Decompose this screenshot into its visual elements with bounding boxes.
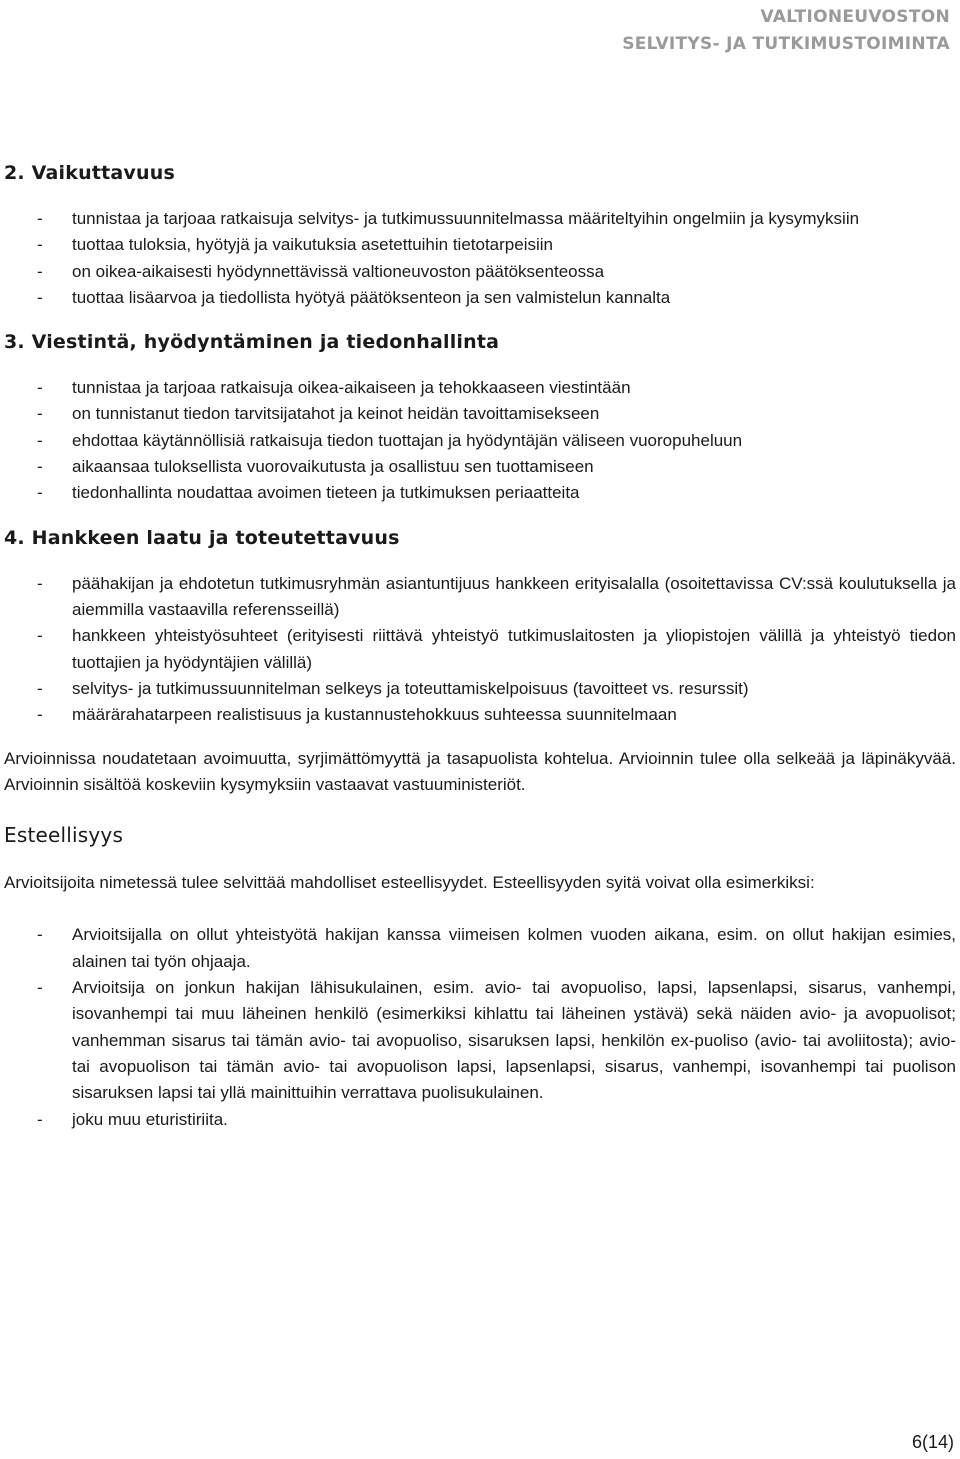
page-number: 6(14) xyxy=(911,1432,954,1452)
list-item: - tuottaa tuloksia, hyötyjä ja vaikutuksia asetettuihin tietotarpeisiin xyxy=(4,232,956,258)
esteellisyys-intro: Arvioitsijoita nimetessä tulee selvittää mahdolliset esteellisyydet. Esteellisyyden syitä voivat olla esimerkiksi: xyxy=(4,873,815,893)
document-body xyxy=(4,160,956,1133)
list-item: - tiedonhallinta noudattaa avoimen tieteen ja tutkimuksen periaatteita xyxy=(4,480,956,506)
header-line-1: VALTIONEUVOSTON xyxy=(760,7,950,27)
list-item: - määrärahatarpeen realistisuus ja kustannustehokkuus suhteessa suunnitelmaan xyxy=(4,702,956,728)
list-item: - hankkeen yhteistyösuhteet (erityisesti riittävä yhteistyö tutkimuslaitosten ja yliopistojen välillä ja yhteistyö tiedon tuottajien ja hyödyntäjien välillä) xyxy=(4,623,956,676)
esteellisyys-title: Esteellisyys xyxy=(4,823,124,848)
assessment-paragraph: Arvioinnissa noudatetaan avoimuutta, syrjimättömyyttä ja tasapuolista kohtelua. Arvioinnin tulee olla selkeää ja läpinäkyvää. Arvioinnin sisältöä koskeviin kysymyksiin vastaavat vastuuministeriöt. xyxy=(4,749,956,795)
list-item: - aikaansaa tuloksellista vuorovaikutusta ja osallistuu sen tuottamiseen xyxy=(4,454,956,480)
list-item: - on oikea-aikaisesti hyödynnettävissä valtioneuvoston päätöksenteossa xyxy=(4,259,956,285)
list-item: - tuottaa lisäarvoa ja tiedollista hyötyä päätöksenteon ja sen valmistelun kannalta xyxy=(4,285,956,311)
criteria-list-vaikuttavuus xyxy=(4,206,956,311)
list-item: - tunnistaa ja tarjoaa ratkaisuja oikea-aikaiseen ja tehokkaaseen viestintään xyxy=(4,375,956,401)
list-item: - selvitys- ja tutkimussuunnitelman selkeys ja toteuttamiskelpoisuus (tavoitteet vs. resurssit) xyxy=(4,676,956,702)
section-title-laatu: 4. Hankkeen laatu ja toteutettavuus xyxy=(4,526,400,549)
list-item: - päähakijan ja ehdotetun tutkimusryhmän asiantuntijuus hankkeen erityisalalla (osoitettavissa CV:ssä koulutuksella ja aiemmilla vastaavilla referensseillä) xyxy=(4,571,956,624)
section-title-vaikuttavuus: 2. Vaikuttavuus xyxy=(4,162,175,184)
list-item: - joku muu eturistiriita. xyxy=(4,1107,956,1133)
list-item: - ehdottaa käytännöllisiä ratkaisuja tiedon tuottajan ja hyödyntäjän väliseen vuoropuheluun xyxy=(4,428,956,454)
section-title-viestinta: 3. Viestintä, hyödyntäminen ja tiedonhallinta xyxy=(4,331,500,354)
list-item: - tunnistaa ja tarjoaa ratkaisuja selvitys- ja tutkimussuunnitelmassa määriteltyihin ongelmiin ja kysymyksiin xyxy=(4,206,956,232)
list-item: - Arvioitsijalla on ollut yhteistyötä hakijan kanssa viimeisen kolmen vuoden aikana, esim. on ollut hakijan esimies, alainen tai työn ohjaaja. xyxy=(4,922,956,975)
criteria-list-viestinta xyxy=(4,375,956,506)
criteria-list-laatu xyxy=(4,571,956,729)
page-header xyxy=(622,4,950,58)
header-line-2: SELVITYS- JA TUTKIMUSTOIMINTA xyxy=(622,34,950,54)
list-item: - Arvioitsija on jonkun hakijan lähisukulainen, esim. avio- tai avopuoliso, lapsi, lapsenlapsi, sisarus, vanhempi, isovanhempi tai muu läheinen henkilö (esimerkiksi kihlattu tai läheinen ystävä) sekä näiden avio- ja avopuolisot; vanhemman sisarus tai tämän avio- tai avopuoliso, sisaruksen lapsi, henkilön ex-puoliso (avio- tai avoliitosta); avio- tai avopuolison tai tämän avio- tai avopuolison lapsi, lapsenlapsi, sisarus, vanhempi, isovanhempi tai puolison sisaruksen lapsi tai yllä mainittuihin verrattava puolisukulainen. xyxy=(4,975,956,1106)
esteellisyys-list xyxy=(4,922,956,1132)
list-item: - on tunnistanut tiedon tarvitsijatahot ja keinot heidän tavoittamisekseen xyxy=(4,401,956,427)
